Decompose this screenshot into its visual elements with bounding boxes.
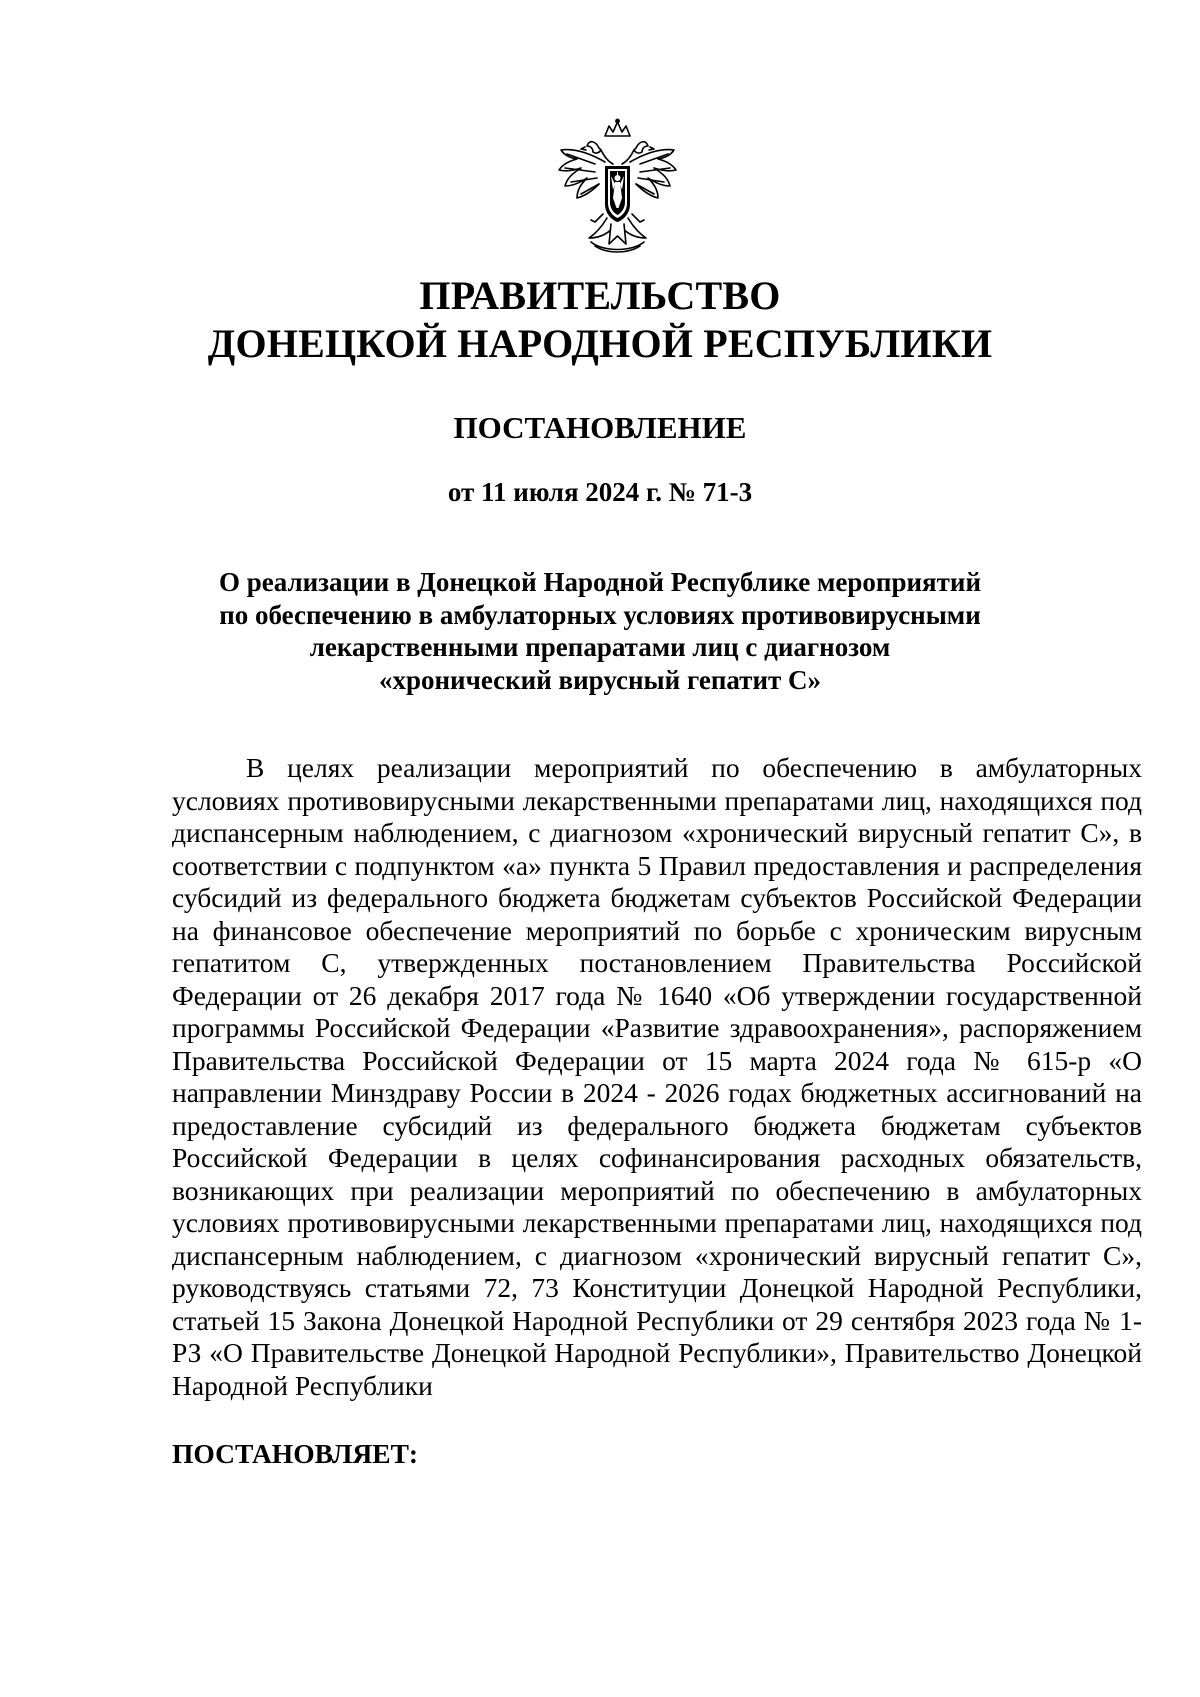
subject-line: по обеспечению в амбулаторных условиях противовирусными bbox=[219, 599, 981, 630]
dpr-coat-of-arms-icon bbox=[555, 118, 680, 254]
document-date-number: от 11 июля 2024 г. № 71-3 bbox=[447, 477, 753, 507]
preamble-paragraph: В целях реализации мероприятий по обеспечению в амбулаторных условиях противовирусными лекарственными препаратами лиц, находящихся под диспансерным наблюдением, с диагнозом «хронический вирусный гепатит С», в соответствии с подпунктом «а» пункта 5 Правил предоставления и распределения субсидий из федерального бюджета бюджетам субъектов Российской Федерации на финансовое обеспечение мероприятий по борьбе с хроническим вирусным гепатитом С, утвержденных постановлением Правительства Российской Федерации от 26 декабря 2017 года № 1640 «Об утверждении государственной программы Российской Федерации «Развитие здравоохранения», распоряжением Правительства Российской Федерации от 15 марта 2024 года № 615-р «О направлении Минздраву России в 2024 - 2026 годах бюджетных ассигнований на предоставление субсидий из федерального бюджета бюджетам субъектов Российской Федерации в целях софинансирования расходных обязательств, возникающих при реализации мероприятий по обеспечению в амбулаторных условиях противовирусными лекарственными препаратами лиц, находящихся под диспансерным наблюдением, с диагнозом «хронический вирусный гепатит С», руководствуясь статьями 72, 73 Конституции Донецкой Народной Республики, статьей 15 Закона Донецкой Народной Республики от 29 сентября 2023 года № 1-РЗ «О Правительстве Донецкой Народной Республики», Правительство Донецкой Народной Республики bbox=[172, 752, 1142, 1401]
subject-line: лекарственными препаратами лиц с диагнозом bbox=[309, 632, 891, 662]
subject-line: «хронический вирусный гепатит С» bbox=[378, 664, 822, 695]
resolves-heading: ПОСТАНОВЛЯЕТ: bbox=[172, 1438, 419, 1469]
document-type: ПОСТАНОВЛЕНИЕ bbox=[453, 410, 747, 445]
subject-line: О реализации в Донецкой Народной Республике мероприятий bbox=[218, 567, 982, 597]
government-title-line2: ДОНЕЦКОЙ НАРОДНОЙ РЕСПУБЛИКИ bbox=[207, 321, 993, 366]
document-subject bbox=[160, 566, 1040, 696]
government-title-line1: ПРАВИТЕЛЬСТВО bbox=[419, 273, 781, 318]
